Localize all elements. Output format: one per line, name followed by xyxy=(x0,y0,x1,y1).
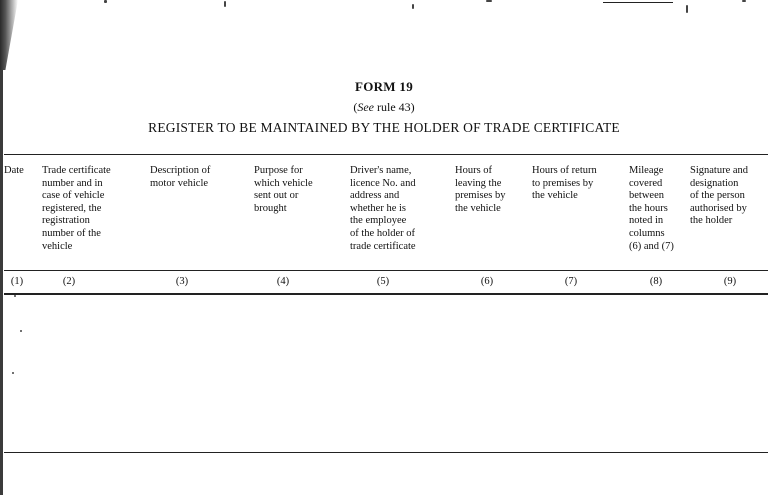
column-number: (7) xyxy=(564,276,578,287)
column-number: (3) xyxy=(175,276,189,287)
scan-speck xyxy=(412,4,414,9)
column-number: (8) xyxy=(649,276,663,287)
column-number: (1) xyxy=(10,276,24,287)
column-header-signature: Signature and designation of the person authorised by the holder xyxy=(690,165,749,227)
scan-edge xyxy=(0,0,3,495)
column-header-mileage: Mileage covered between the hours noted in columns (6) and (7) xyxy=(629,165,674,252)
column-header-date: Date xyxy=(4,165,24,176)
scan-speck xyxy=(224,1,226,7)
column-header-leaving: Hours of leaving the premises by the vehicle xyxy=(455,165,506,214)
column-header-driver: Driver's name, licence No. and address and whether he is the employee of the holder of trade certificate xyxy=(350,165,416,252)
scan-speck xyxy=(12,372,14,374)
scan-speck xyxy=(486,0,492,2)
column-header-trade-cert: Trade certificate number and in case of vehicle registered, the registration number of the vehicle xyxy=(42,165,111,252)
column-header-purpose: Purpose for which vehicle sent out or brought xyxy=(254,165,313,214)
column-number: (9) xyxy=(723,276,737,287)
column-number: (2) xyxy=(62,276,76,287)
form-number: FORM 19 xyxy=(354,79,414,94)
column-header-return: Hours of return to premises by the vehicle xyxy=(532,165,597,202)
register-title: REGISTER TO BE MAINTAINED BY THE HOLDER OF TRADE CERTIFICATE xyxy=(148,120,620,135)
scan-speck xyxy=(20,330,22,332)
column-number: (4) xyxy=(276,276,290,287)
column-number: (6) xyxy=(480,276,494,287)
table-top-rule xyxy=(4,154,768,155)
column-number-rule xyxy=(4,293,768,295)
scan-speck xyxy=(686,5,688,13)
rule-reference: (See rule 43) xyxy=(353,100,415,114)
scan-smudge xyxy=(0,0,18,70)
table-bottom-rule xyxy=(4,452,768,453)
scan-speck xyxy=(14,295,16,297)
scan-speck xyxy=(104,0,107,3)
header-bottom-rule xyxy=(4,270,768,271)
column-number: (5) xyxy=(376,276,390,287)
column-header-description: Description of motor vehicle xyxy=(150,165,211,189)
scan-top-rule xyxy=(603,2,673,3)
scan-speck xyxy=(742,0,746,2)
